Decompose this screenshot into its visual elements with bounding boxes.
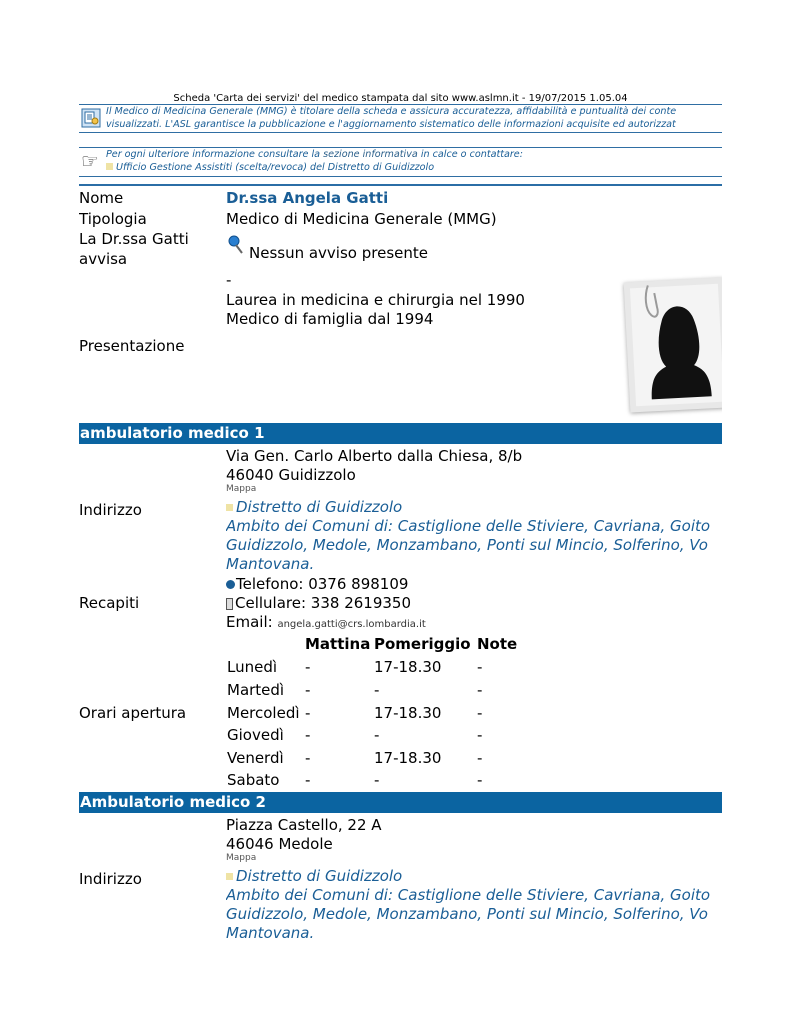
clinic-2-header [79,792,722,813]
hours-day: Martedì [227,681,285,699]
bullet-square-icon [106,163,113,170]
clinic-1-street: Via Gen. Carlo Alberto dalla Chiesa, 8/b [226,447,523,465]
hours-afternoon: 17-18.30 [374,658,442,676]
hours-afternoon: - [374,771,380,789]
clinic-1-mobile: Cellulare: 338 2619350 [235,594,411,612]
section-divider [79,184,722,186]
clinic-2-city: 46046 Medole [226,835,333,853]
clinic-2-district-link[interactable]: Distretto di Guidizzolo [236,867,403,885]
clinic-1-map-link[interactable]: Mappa [226,484,257,494]
info-notice [79,147,722,177]
doctor-name: Dr.ssa Angela Gatti [226,189,389,207]
presentation-line-2: Medico di famiglia dal 1994 [226,310,434,328]
clinic-1-area-line-3: Mantovana. [226,555,315,573]
clinic-1-title: ambulatorio medico 1 [80,424,265,442]
hours-morning: - [305,771,311,789]
clinic-1-email-label: Email: [226,613,273,631]
clinic-1-district-link[interactable]: Distretto di Guidizzolo [236,498,403,516]
hours-day: Mercoledì [227,704,300,722]
hours-header-morning: Mattina [305,635,371,653]
hours-day: Lunedì [227,658,278,676]
info-section-link[interactable]: sezione informativa [323,149,418,160]
notice-label-line-1: La Dr.ssa Gatti [79,230,189,248]
bullet-square-icon [226,504,233,511]
print-header: Scheda 'Carta dei servizi' del medico stampata dal sito www.aslmn.it - 19/07/2015 1.05.04 [173,93,628,104]
presentation-dash: - [226,271,232,289]
mobile-phone-icon [226,598,233,610]
hours-afternoon: 17-18.30 [374,704,442,722]
hours-morning: - [305,658,311,676]
hours-header-note: Note [477,635,518,653]
notice-label-line-2: avvisa [79,250,128,268]
hours-morning: - [305,749,311,767]
hours-note: - [477,681,483,699]
info-notice-text-c: in calce o contattare: [420,149,523,160]
mmg-notice-line-1: Il Medico di Medicina Generale (MMG) è titolare della scheda e assicura accuratezza, affidabilità e puntualità dei conte [106,106,677,117]
document-icon [81,108,101,128]
hours-day: Sabato [227,771,280,789]
clinic-2-area-line-2: Guidizzolo, Medole, Monzambano, Ponti sul Mincio, Solferino, Vo [226,905,708,923]
clinic-1-area-line-1: Ambito dei Comuni di: Castiglione delle Stiviere, Cavriana, Goito [226,517,711,535]
clinic-2-address-label: Indirizzo [79,870,142,888]
clinic-2-title: Ambulatorio medico 2 [80,793,266,811]
clinic-2-area-line-1: Ambito dei Comuni di: Castiglione delle Stiviere, Cavriana, Goito [226,886,711,904]
clinic-1-email-link[interactable]: angela.gatti@crs.lombardia.it [277,619,426,630]
clinic-2-street: Piazza Castello, 22 A [226,816,382,834]
presentation-line-1: Laurea in medicina e chirurgia nel 1990 [226,291,525,309]
bullet-square-icon [226,873,233,880]
clinic-1-city: 46040 Guidizzolo [226,466,356,484]
clinic-2-area-line-3: Mantovana. [226,924,315,942]
clinic-1-area-line-2: Guidizzolo, Medole, Monzambano, Ponti sul Mincio, Solferino, Vo [226,536,708,554]
hours-note: - [477,658,483,676]
type-label: Tipologia [79,210,147,228]
phone-icon [226,580,235,589]
pushpin-icon [227,235,245,259]
doctor-avatar [624,277,722,412]
hours-day: Giovedì [227,726,284,744]
doctor-type: Medico di Medicina Generale (MMG) [226,210,497,228]
hours-day: Venerdì [227,749,284,767]
clinic-1-address-label: Indirizzo [79,501,142,519]
hours-morning: - [305,704,311,722]
hours-note: - [477,749,483,767]
hours-afternoon: - [374,726,380,744]
hours-note: - [477,771,483,789]
hours-note: - [477,726,483,744]
office-link[interactable]: Ufficio Gestione Assistiti (scelta/revoca) del Distretto di Guidizzolo [116,161,435,173]
pointing-hand-icon: ☞ [81,149,99,173]
mmg-notice-line-2: visualizzati. L'ASL garantisce la pubblicazione e l'aggiornamento sistematico delle informazioni acquisite ed autorizzat [106,118,676,130]
doctor-card-page [79,0,722,1024]
info-notice-text-a: Per ogni ulteriore informazione consultare la [106,149,321,160]
presentation-label: Presentazione [79,337,185,355]
mmg-notice [79,104,722,133]
clinic-1-phone: Telefono: 0376 898109 [236,575,409,593]
hours-afternoon: 17-18.30 [374,749,442,767]
clinic-1-header [79,423,722,444]
clinic-1-hours-label: Orari apertura [79,704,187,722]
hours-afternoon: - [374,681,380,699]
doctor-notice: Nessun avviso presente [249,244,428,262]
hours-morning: - [305,681,311,699]
hours-note: - [477,704,483,722]
hours-header-afternoon: Pomeriggio [374,635,471,653]
clinic-2-map-link[interactable]: Mappa [226,853,257,863]
clinic-1-contacts-label: Recapiti [79,594,140,612]
hours-morning: - [305,726,311,744]
name-label: Nome [79,189,124,207]
